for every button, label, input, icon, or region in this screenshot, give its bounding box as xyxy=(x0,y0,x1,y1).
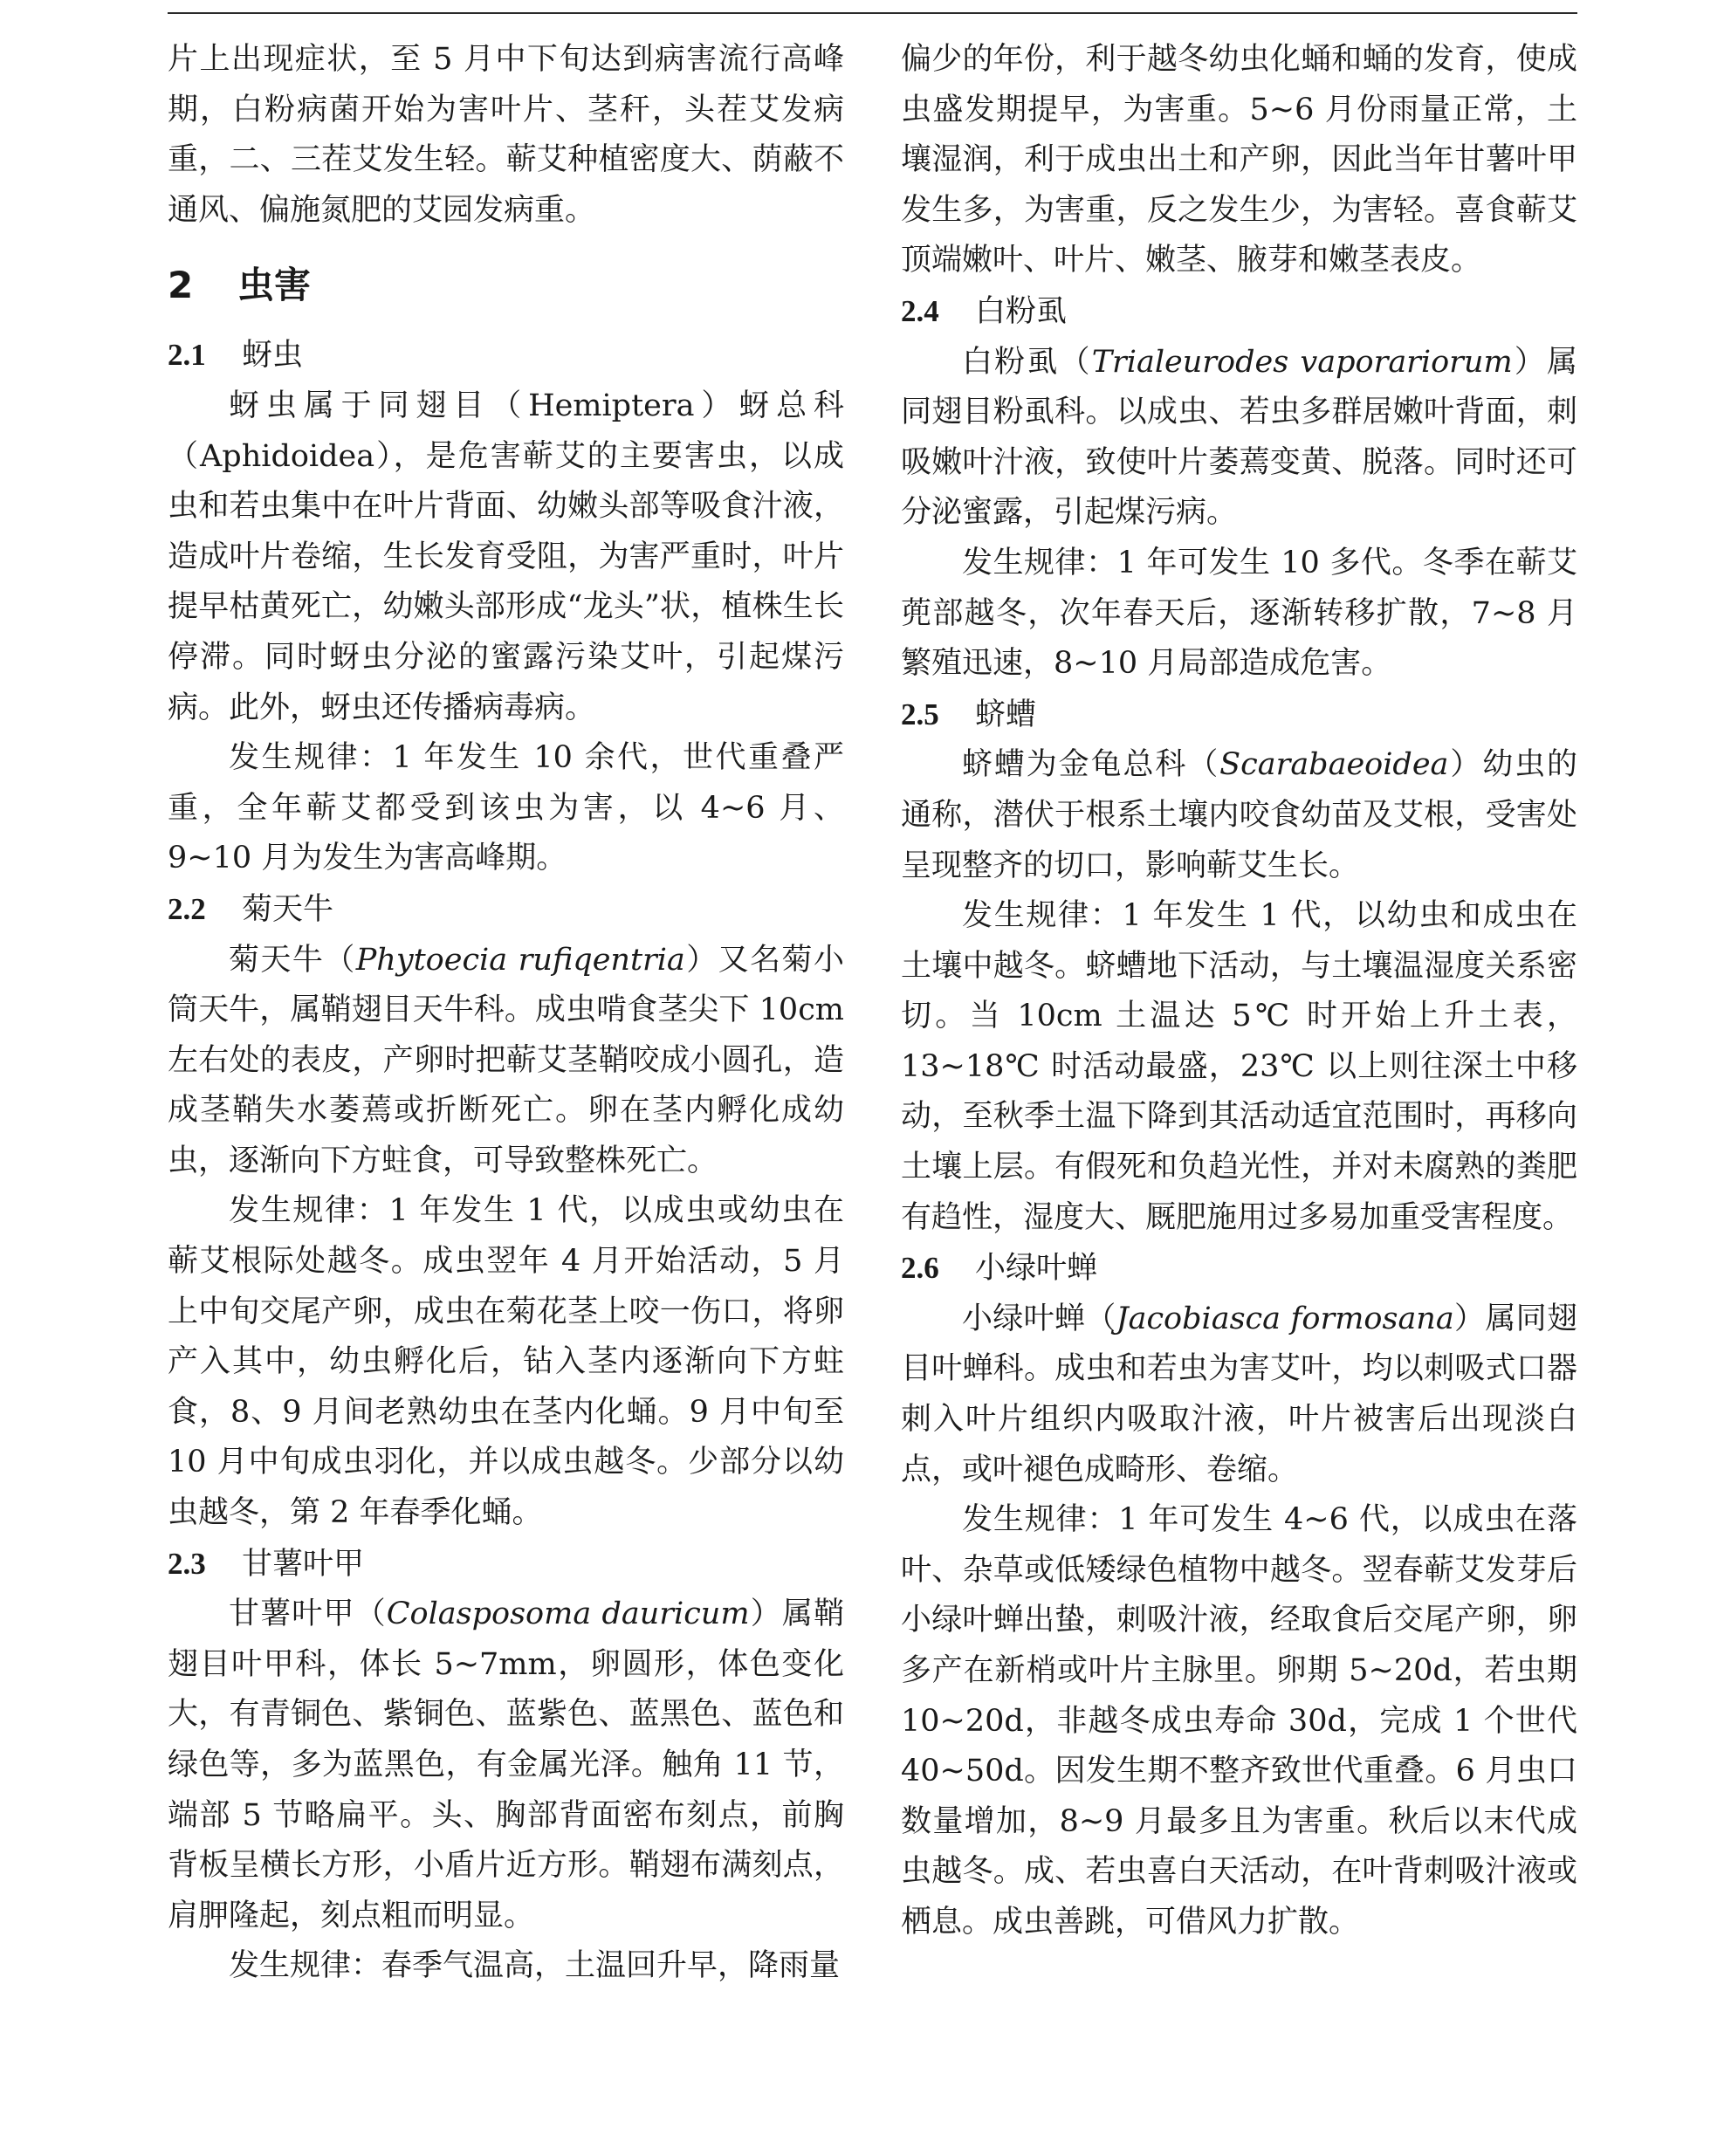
subsection-heading-2-4 xyxy=(901,286,1577,338)
paragraph: 菊天牛（Phytoecia rufiqentria）又名菊小筒天牛，属鞘翅目天牛科。成虫啃食茎尖下 10cm 左右处的表皮，产卵时把蕲艾茎鞘咬成小圆孔，造成茎鞘失水萎蔫或折断死亡。卵在茎内孵化成幼虫，逐渐向下方蛀食，可导致整株死亡。 xyxy=(168,942,844,1178)
paragraph: 发生规律：1 年可发生 4~6 代，以成虫在落叶、杂草或低矮绿色植物中越冬。翌春蕲艾发芽后小绿叶蝉出蛰，刺吸汁液，经取食后交尾产卵，卵多产在新梢或叶片主脉里。卵期 5~20d，若虫期 10~20d，非越冬成虫寿命 30d，完成 1 个世代 40~50d。因发生期不整齐致世代重叠。6 月虫口数量增加，8~9 月最多且为害重。秋后以末代成虫越冬。成、若虫喜白天活动，在叶背刺吸汁液或栖息。成虫善跳，可借风力扩散。 xyxy=(901,1502,1577,1940)
paragraph: 发生规律：1 年发生 10 余代，世代重叠严重，全年蕲艾都受到该虫为害，以 4~6 月、9~10 月为发生为害高峰期。 xyxy=(168,740,844,876)
subsection-heading-2-6 xyxy=(901,1243,1577,1294)
paragraph: 甘薯叶甲（Colasposoma dauricum）属鞘翅目叶甲科，体长 5~7mm，卵圆形，体色变化大，有青铜色、紫铜色、蓝紫色、蓝黑色、蓝色和绿色等，多为蓝黑色，有金属光泽。触角 11 节，端部 5 节略扁平。头、胸部背面密布刻点，前胸背板呈横长方形，小盾片近方形。鞘翅布满刻点，肩胛隆起，刻点粗而明显。 xyxy=(168,1596,844,1933)
subsection-number: 2.2 xyxy=(168,891,206,926)
paragraph: 蚜虫属于同翅目（Hemiptera）蚜总科（Aphidoidea），是危害蕲艾的主要害虫，以成虫和若虫集中在叶片背面、幼嫩头部等吸食汁液，造成叶片卷缩，生长发育受阻，为害严重时，叶片提早枯黄死亡，幼嫩头部形成“龙头”状，植株生长停滞。同时蚜虫分泌的蜜露污染艾叶，引起煤污病。此外，蚜虫还传播病毒病。 xyxy=(168,388,844,725)
subsection-heading-2-2 xyxy=(168,884,844,936)
paragraph: 发生规律：1 年发生 1 代，以成虫或幼虫在蕲艾根际处越冬。成虫翌年 4 月开始活动，5 月上中旬交尾产卵，成虫在菊花茎上咬一伤口，将卵产入其中，幼虫孵化后，钻入茎内逐渐向下方蛀食，8、9 月间老熟幼虫在茎内化蛹。9 月中旬至 10 月中旬成虫羽化，并以成虫越冬。少部分以幼虫越冬，第 2 年春季化蛹。 xyxy=(168,1193,844,1531)
paragraph: 偏少的年份，利于越冬幼虫化蛹和蛹的发育，使成虫盛发期提早，为害重。5~6 月份雨量正常，土壤湿润，利于成虫出土和产卵，因此当年甘薯叶甲发生多，为害重，反之发生少，为害轻。喜食蕲艾顶端嫩叶、叶片、嫩茎、腋芽和嫩茎表皮。 xyxy=(901,42,1577,278)
paragraph: 发生规律：1 年可发生 10 多代。冬季在蕲艾蔸部越冬，次年春天后，逐渐转移扩散，7~8 月繁殖迅速，8~10 月局部造成危害。 xyxy=(901,545,1577,682)
subsection-number: 2.6 xyxy=(901,1251,939,1286)
latin-name: Phytoecia rufiqentria xyxy=(355,942,685,978)
subsection-title: 甘薯叶甲 xyxy=(242,1546,365,1582)
subsection-title: 白粉虱 xyxy=(975,293,1068,329)
paragraph: 蛴螬为金龟总科（Scarabaeoidea）幼虫的通称，潜伏于根系土壤内咬食幼苗及艾根，受害处呈现整齐的切口，影响蕲艾生长。 xyxy=(901,747,1577,883)
subsection-number: 2.4 xyxy=(901,293,939,328)
subsection-title: 蛴螬 xyxy=(975,697,1037,732)
latin-name: Trialeurodes vaporariorum xyxy=(1091,344,1513,380)
subsection-number: 2.5 xyxy=(901,697,939,731)
subsection-heading-2-1 xyxy=(168,330,844,381)
subsection-title: 小绿叶蝉 xyxy=(975,1251,1098,1287)
paragraph: 片上出现症状，至 5 月中下旬达到病害流行高峰期，白粉病菌开始为害叶片、茎秆，头茬艾发病重，二、三茬艾发生轻。蕲艾种植密度大、荫蔽不通风、偏施氮肥的艾园发病重。 xyxy=(168,42,844,228)
subsection-number: 2.1 xyxy=(168,338,206,373)
subsection-title: 蚜虫 xyxy=(242,338,304,374)
header-rule xyxy=(168,12,1577,14)
paragraph: 发生规律：春季气温高，土温回升早，降雨量 xyxy=(229,1948,841,1984)
section-heading-2 xyxy=(168,260,844,311)
latin-name: Colasposoma dauricum xyxy=(386,1596,750,1632)
subsection-number: 2.3 xyxy=(168,1546,206,1581)
paragraph: 发生规律：1 年发生 1 代，以幼虫和成虫在土壤中越冬。蛴螬地下活动，与土壤温湿度关系密切。当 10cm 土温达 5℃ 时开始上升土表，13~18℃ 时活动最盛，23℃ 以上则往深土中移动，至秋季土温下降到其活动适宜范围时，再移向土壤上层。有假死和负趋光性，并对未腐熟的粪肥有趋性，湿度大、厩肥施用过多易加重受害程度。 xyxy=(901,898,1577,1235)
left-column xyxy=(168,35,844,1992)
latin-name: Scarabaeoidea xyxy=(1219,747,1449,783)
subsection-heading-2-5 xyxy=(901,690,1577,741)
latin-name: Jacobiasca formosana xyxy=(1116,1301,1454,1336)
right-column xyxy=(901,35,1577,1948)
section-number: 2 xyxy=(168,264,194,307)
section-title: 虫害 xyxy=(237,264,312,307)
paragraph: 白粉虱（Trialeurodes vaporariorum）属同翅目粉虱科。以成虫、若虫多群居嫩叶背面，刺吸嫩叶汁液，致使叶片萎蔫变黄、脱落。同时还可分泌蜜露，引起煤污病。 xyxy=(901,344,1577,531)
subsection-heading-2-3 xyxy=(168,1539,844,1590)
paragraph: 小绿叶蝉（Jacobiasca formosana）属同翅目叶蝉科。成虫和若虫为害艾叶，均以刺吸式口器刺入叶片组织内吸取汁液，叶片被害后出现淡白点，或叶褪色成畸形、卷缩。 xyxy=(901,1301,1577,1487)
subsection-title: 菊天牛 xyxy=(242,891,334,927)
